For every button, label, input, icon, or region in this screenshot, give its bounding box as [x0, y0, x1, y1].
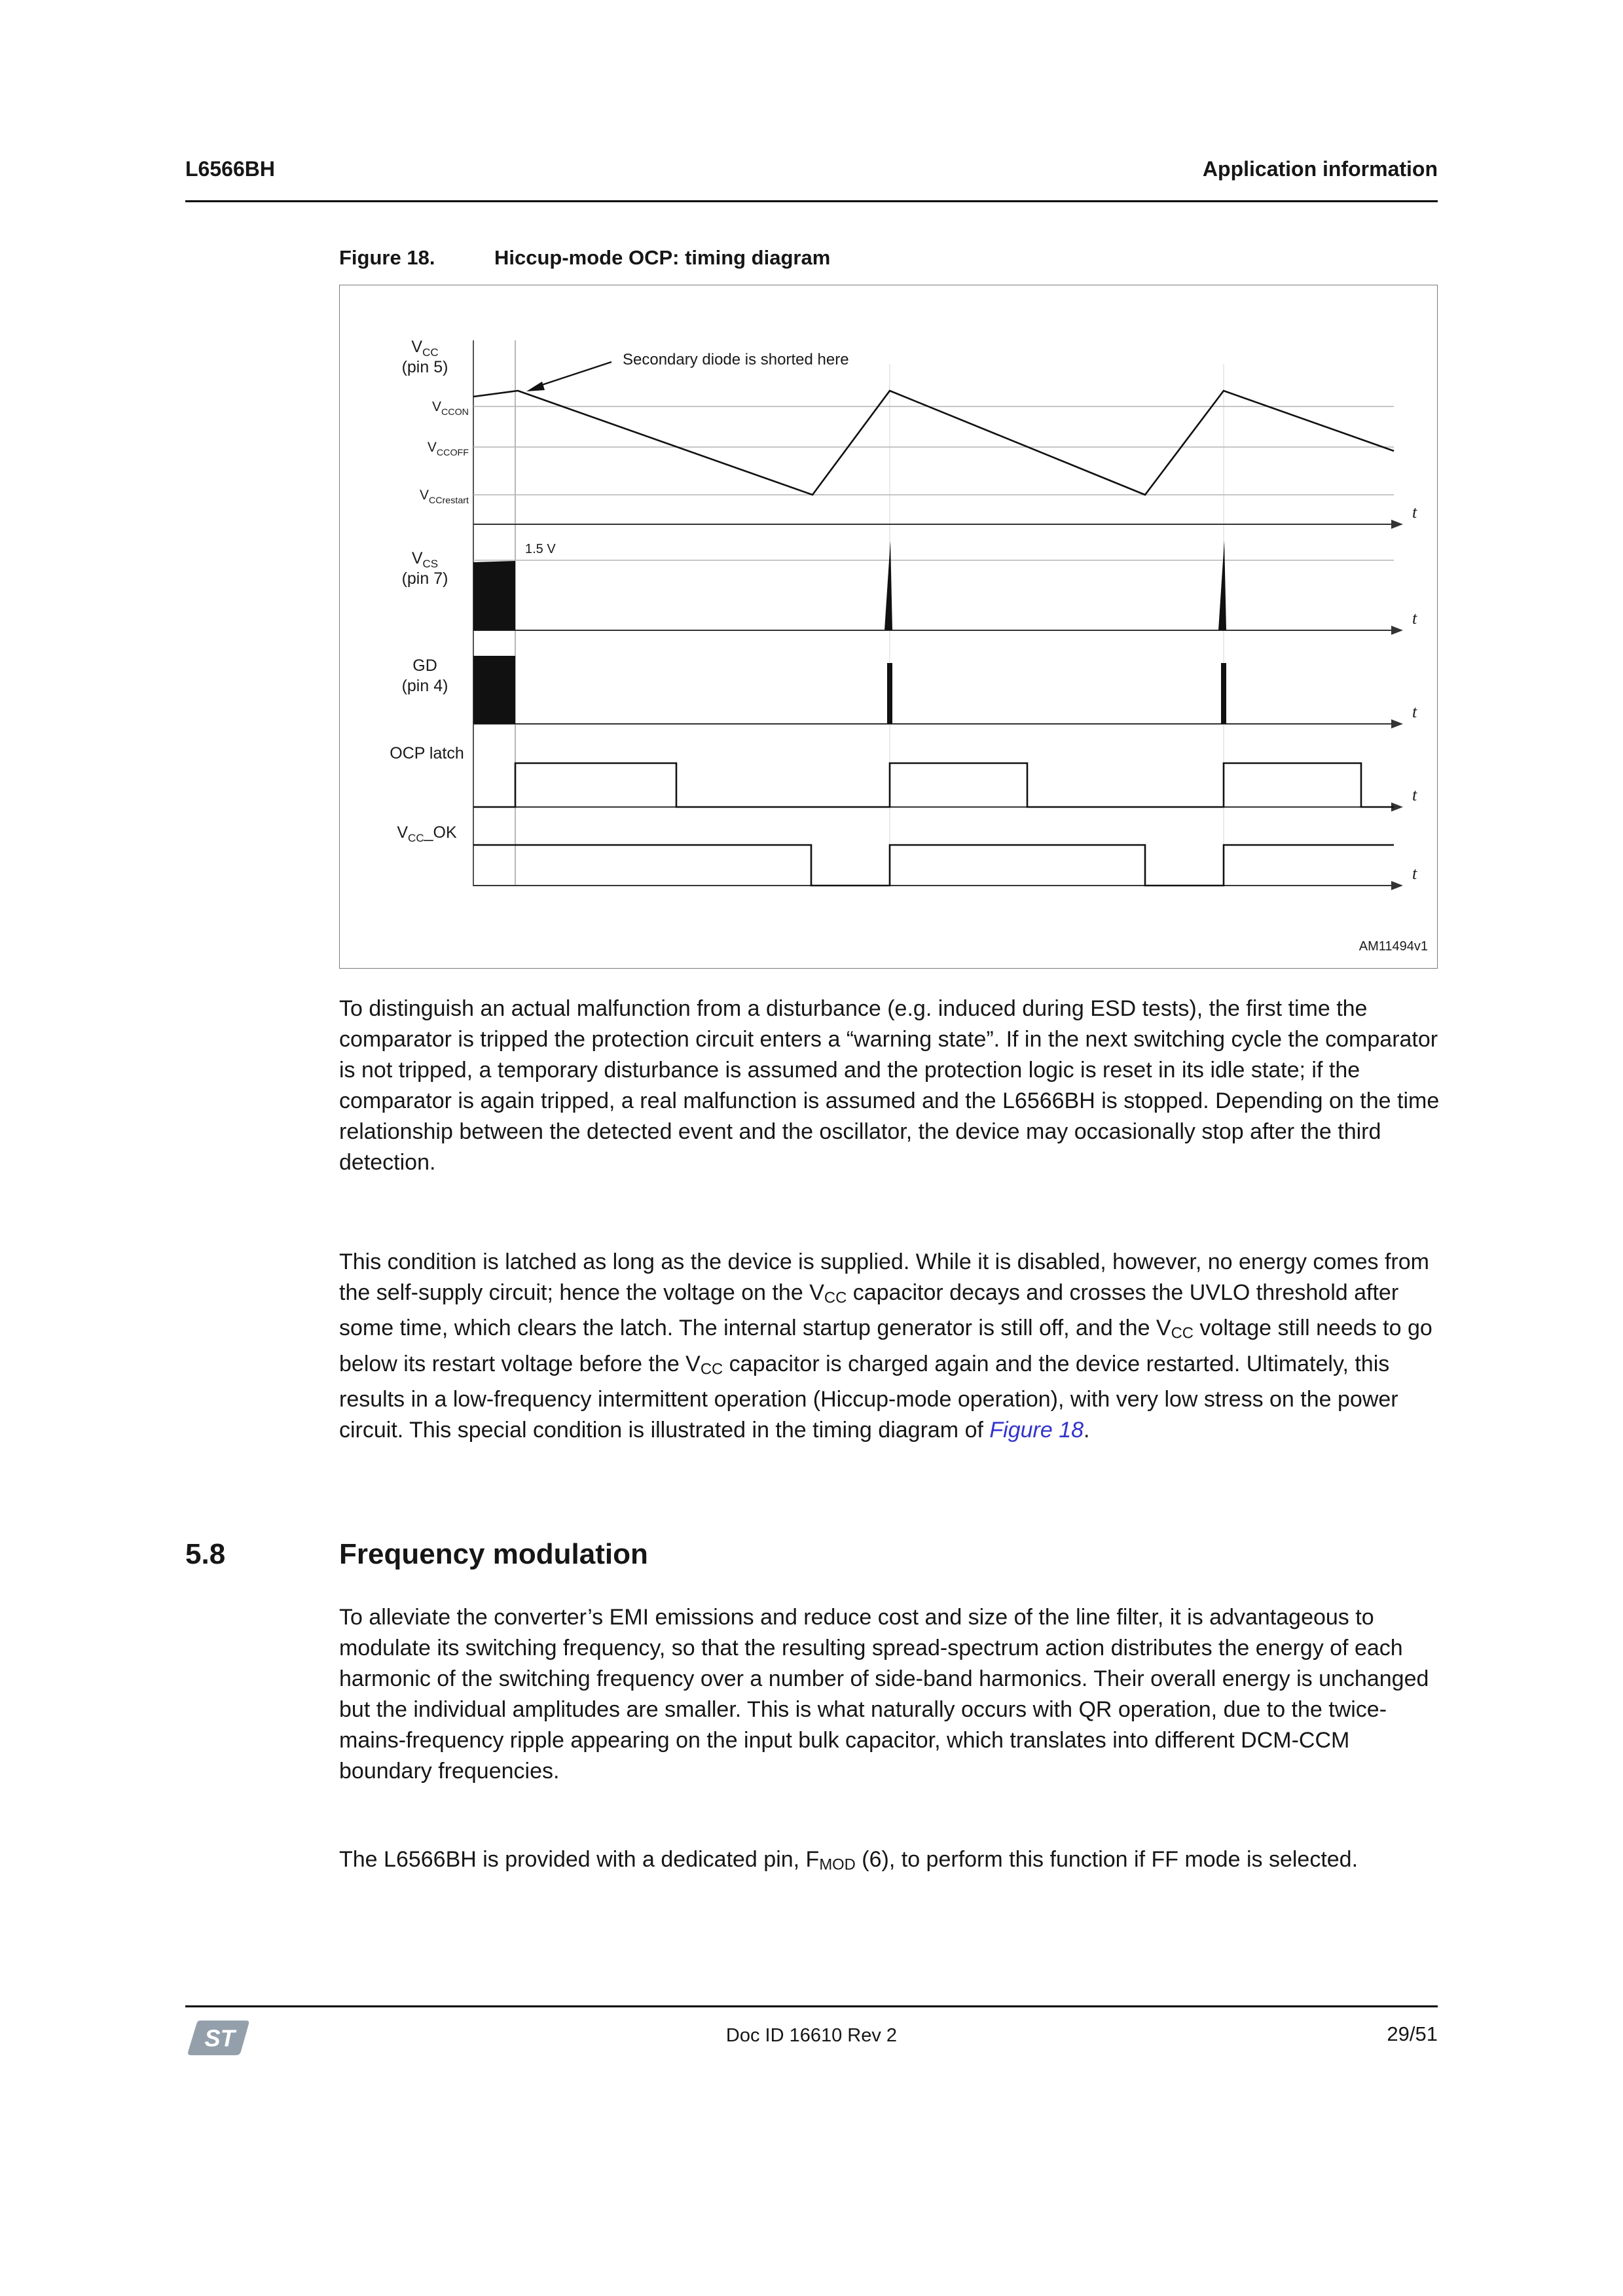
paragraph-hiccup-2	[339, 1247, 1442, 1446]
signal-label: OCP latch	[390, 744, 464, 762]
page-number: 29/51	[1387, 2022, 1438, 2045]
signal-label: $V_{CC}\_OK$	[397, 823, 457, 844]
text-run: capacitor decays and crosses the UVLO threshold after some time, which clears the latch. The internal startup generator is still off, and the V	[339, 1280, 1399, 1341]
figure-box	[339, 285, 1438, 969]
time-axis-label: t	[1412, 785, 1417, 804]
header-section-title: Application information	[1202, 157, 1438, 181]
text-run: The L6566BH is provided with a dedicated pin, F	[339, 1847, 820, 1872]
threshold-label: $V_{CCOFF}$	[427, 440, 469, 458]
st-logo-text: ST	[204, 2024, 235, 2052]
footer-rule	[185, 2005, 1438, 2007]
axis-arrow	[1391, 719, 1403, 728]
signal-pin-label: (pin 7)	[401, 569, 448, 588]
signal-pin-label: (pin 4)	[401, 677, 448, 695]
signal-pin-label: (pin 5)	[401, 358, 448, 376]
figure-18-link[interactable]: Figure 18	[989, 1417, 1084, 1443]
paragraph-hiccup-1	[339, 994, 1442, 1178]
doc-id: Doc ID 16610 Rev 2	[725, 2025, 898, 2046]
waveform	[473, 845, 1394, 886]
text-run: This condition is latched as long as the device is supplied. While it is disabled, however, no energy comes from the self-supply circuit; hence the voltage on the V	[339, 1249, 1429, 1305]
section-number: 5.8	[185, 1538, 226, 1570]
time-axis-label: t	[1412, 609, 1417, 628]
part-number: L6566BH	[185, 157, 275, 181]
waveform-pulse	[1218, 541, 1226, 630]
annotation-arrow	[538, 362, 611, 386]
paragraph-freqmod-2	[339, 1844, 1442, 1880]
signal-label: $V_{CC}$	[411, 338, 439, 359]
section-heading	[185, 1538, 648, 1571]
threshold-label: $V_{CCON}$	[431, 399, 469, 418]
level-note: 1.5 V	[525, 542, 556, 556]
signal-label: GD	[412, 656, 437, 675]
text-run: voltage still needs to go below its restart voltage before the V	[339, 1316, 1432, 1376]
text-run: To alleviate the converter’s EMI emissions and reduce cost and size of the line filter, it is advantageous to modulate its switching frequency, so that the resulting spread-spectrum action distributes the energy of each harmonic of the switching frequency over a number of side-band harmonics. Their overall energy is unchanged but the individual amplitudes are smaller. This is what naturally occurs with QR operation, due to the twice-mains-frequency ripple appearing on the input bulk capacitor, which translates into different DCM-CCM boundary frequencies.	[339, 1605, 1429, 1784]
header-rule	[185, 200, 1438, 202]
annotation-arrowhead	[526, 382, 545, 391]
figure-caption	[339, 246, 830, 270]
section-title: Frequency modulation	[339, 1538, 648, 1570]
axis-arrow	[1391, 626, 1403, 635]
text-run: .	[1084, 1417, 1090, 1443]
waveform-pulse	[473, 656, 515, 724]
waveform-pulse	[1221, 663, 1226, 724]
time-axis-label: t	[1412, 702, 1417, 721]
waveform-pulse	[884, 541, 892, 630]
figure-caption-label: Figure 18.	[339, 246, 435, 269]
figure-code: AM11494v1	[1359, 939, 1428, 954]
waveform-pulse	[473, 561, 515, 630]
waveform	[473, 763, 1394, 807]
axis-arrow	[1391, 881, 1403, 890]
text-run: capacitor is charged again and the device restarted. Ultimately, this results in a low-frequency intermittent operation (Hiccup-mode operation), with very low stress on the power circuit. This special condition is illustrated in the timing diagram of	[339, 1351, 1398, 1443]
subscript: CC	[700, 1359, 723, 1378]
figure-annotation: Secondary diode is shorted here	[623, 351, 849, 368]
subscript: CC	[824, 1289, 847, 1307]
time-axis-label: t	[1412, 503, 1417, 522]
threshold-label: $V_{CCrestart}$	[419, 488, 469, 506]
paragraph-freqmod-1	[339, 1602, 1442, 1787]
time-axis-label: t	[1412, 864, 1417, 883]
text-run: (6), to perform this function if FF mode is selected.	[855, 1847, 1359, 1872]
axis-arrow	[1391, 520, 1403, 529]
waveform-pulse	[887, 663, 892, 724]
subscript: MOD	[819, 1856, 856, 1874]
subscript: CC	[1171, 1324, 1194, 1342]
signal-label: $V_{CS}$	[411, 549, 439, 570]
text-run: To distinguish an actual malfunction from a disturbance (e.g. induced during ESD tests), the first time the comparator is tripped the protection circuit enters a “warning state”. If in the next switching cycle the comparator is not tripped, a temporary disturbance is assumed and the protection logic is reset in its idle state; if the comparator is again tripped, a real malfunction is assumed and the L6566BH is stopped. Depending on the time relationship between the detected event and the oscillator, the device may occasionally stop after the third detection.	[339, 996, 1440, 1175]
timing-diagram	[340, 285, 1437, 968]
figure-caption-title: Hiccup-mode OCP: timing diagram	[494, 246, 831, 269]
